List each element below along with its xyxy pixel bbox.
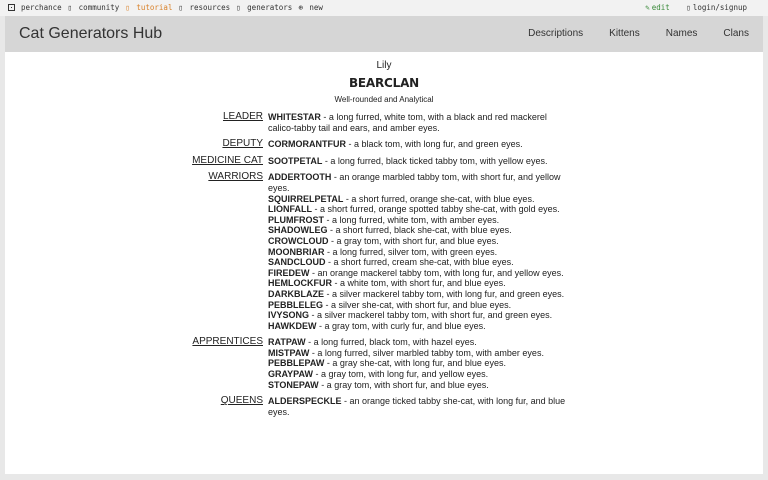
cat-name: CORMORANTFUR — [268, 139, 346, 150]
cat-description: - a short furred, black she-cat, with blue eyes. — [327, 225, 512, 236]
top-link-generators[interactable] — [236, 3, 292, 12]
site-title[interactable]: Cat Generators Hub — [19, 25, 163, 42]
cat-entry — [268, 225, 568, 236]
cat-entry — [268, 247, 568, 258]
cat-description: - a gray she-cat, with long fur, and blue eyes. — [324, 358, 506, 369]
cat-description: - a black tom, with long fur, and green eyes. — [346, 139, 523, 150]
dice-icon — [8, 4, 15, 11]
cat-description: - a silver mackerel tabby tom, with long fur, and green eyes. — [324, 288, 565, 299]
cat-entry — [268, 380, 568, 391]
cat-name: CROWCLOUD — [268, 235, 329, 246]
cat-entry — [268, 310, 568, 321]
cat-description: - a gray tom, with curly fur, and blue eyes. — [316, 320, 486, 331]
cat-name: STONEPAW — [268, 379, 319, 390]
cat-description: - a short furred, orange spotted tabby she-cat, with gold eyes. — [312, 204, 560, 215]
clan-name: BEARCLAN — [348, 76, 420, 90]
rank-label[interactable]: WARRIORS — [208, 171, 263, 183]
cat-description: - a short furred, orange she-cat, with blue eyes. — [343, 193, 535, 204]
roster-section — [5, 112, 763, 133]
cat-name: FIREDEW — [268, 267, 310, 278]
rank-label[interactable]: QUEENS — [220, 395, 263, 407]
cat-entry — [268, 348, 568, 359]
cat-entry — [268, 369, 568, 380]
people-icon: ▯ — [67, 3, 77, 12]
main-content — [5, 52, 763, 474]
pencil-icon: ✎ — [645, 3, 650, 12]
cat-entry — [268, 396, 568, 417]
cat-list — [268, 172, 568, 331]
top-link-label: community — [78, 3, 120, 12]
cat-description: - a gray tom, with short fur, and blue eyes. — [318, 379, 489, 390]
cat-name: DARKBLAZE — [268, 288, 324, 299]
roster-section — [5, 139, 763, 150]
cat-name: MOONBRIAR — [268, 246, 325, 257]
login-link[interactable] — [686, 3, 753, 12]
roster-section — [5, 172, 763, 331]
cat-name: WHITESTAR — [268, 112, 321, 122]
cat-name: SANDCLOUD — [268, 257, 326, 268]
cat-description: - a silver mackerel tabby tom, with short fur, and green eyes. — [309, 310, 553, 321]
roster-section — [5, 396, 763, 417]
cat-name: HEMLOCKFUR — [268, 278, 332, 289]
cat-entry — [268, 300, 568, 311]
cat-description: - a long furred, white tom, with amber eyes. — [324, 214, 500, 225]
cat-name: HAWKDEW — [268, 320, 317, 331]
cat-name: IVYSONG — [268, 310, 310, 321]
cat-name: PEBBLELEG — [268, 299, 324, 310]
top-link-new[interactable] — [298, 3, 323, 12]
top-link-tutorial[interactable] — [125, 3, 172, 12]
nav-kittens[interactable]: Kittens — [609, 28, 640, 39]
top-link-label: new — [309, 3, 323, 12]
cat-description: - a long furred, silver tom, with green eyes. — [324, 246, 498, 257]
top-link-label: tutorial — [136, 3, 173, 12]
cat-name: SHADOWLEG — [268, 225, 328, 236]
cat-description: - a gray tom, with short fur, and blue eyes. — [328, 235, 499, 246]
cat-entry — [268, 156, 568, 167]
grid-icon: ▯ — [236, 3, 246, 12]
roster-section — [5, 156, 763, 167]
cat-entry — [268, 278, 568, 289]
user-icon: ▯ — [686, 3, 691, 12]
cat-description: - an orange marbled tabby tom, with short fur, and yellow eyes. — [268, 172, 561, 193]
top-link-label: perchance — [21, 3, 62, 12]
cat-name: SQUIRRELPETAL — [268, 193, 344, 204]
top-link-community[interactable] — [68, 3, 120, 12]
nav-descriptions[interactable]: Descriptions — [528, 28, 584, 39]
cat-list — [268, 139, 568, 150]
cat-list — [268, 396, 568, 417]
cat-description: - a long furred, black tom, with hazel eyes. — [305, 337, 477, 348]
cat-entry — [268, 194, 568, 205]
site-header — [5, 16, 763, 52]
top-link-label: resources — [189, 3, 231, 12]
author-name: Lily — [376, 60, 392, 71]
clan-subtitle: Well-rounded and Analytical — [334, 95, 434, 104]
cat-list — [268, 337, 568, 390]
cat-list — [268, 112, 568, 133]
edit-label: edit — [651, 3, 670, 12]
cat-name: ADDERTOOTH — [268, 172, 332, 183]
top-bar-links — [8, 3, 329, 12]
cat-description: - a silver she-cat, with short fur, and blue eyes. — [323, 299, 512, 310]
cat-entry — [268, 112, 568, 133]
cat-entry — [268, 139, 568, 150]
cat-name: PLUMFROST — [268, 214, 324, 225]
cat-name: MISTPAW — [268, 347, 310, 358]
rank-label[interactable]: APPRENTICES — [192, 336, 263, 348]
top-bar — [0, 0, 768, 16]
cat-description: - a long furred, black ticked tabby tom, with yellow eyes. — [322, 155, 548, 166]
top-bar-account — [645, 3, 759, 12]
cat-description: - a white tom, with short fur, and blue eyes. — [332, 278, 506, 289]
cat-entry — [268, 257, 568, 268]
rank-label[interactable]: DEPUTY — [222, 138, 263, 150]
cat-description: - an orange mackerel tabby tom, with long fur, and yellow eyes. — [309, 267, 564, 278]
cat-entry — [268, 337, 568, 348]
cat-entry — [268, 215, 568, 226]
cat-entry — [268, 172, 568, 193]
cat-description: - a long furred, white tom, with a black and red mackerel calico-tabby tail and ears, and amber eyes. — [268, 112, 547, 133]
cat-description: - an orange ticked tabby she-cat, with long fur, and blue eyes. — [268, 396, 566, 417]
roster-section — [5, 337, 763, 390]
cat-entry — [268, 204, 568, 215]
cat-entry — [268, 289, 568, 300]
rank-label[interactable]: MEDICINE CAT — [192, 154, 263, 166]
edit-link[interactable] — [645, 3, 676, 12]
main-nav — [502, 28, 749, 39]
top-link-perchance[interactable] — [8, 3, 62, 12]
cat-list — [268, 156, 568, 167]
cat-entry — [268, 268, 568, 279]
cat-description: - a gray tom, with long fur, and yellow eyes. — [313, 369, 489, 380]
nav-names[interactable]: Names — [665, 28, 698, 39]
cat-entry — [268, 236, 568, 247]
nav-clans[interactable]: Clans — [723, 28, 749, 39]
cat-name: SOOTPETAL — [268, 155, 323, 166]
top-link-label: generators — [247, 3, 293, 12]
cat-description: - a short furred, cream she-cat, with blue eyes. — [325, 257, 514, 268]
cat-name: GRAYPAW — [268, 369, 314, 380]
login-label: login/signup — [692, 3, 747, 12]
plus-circle-icon: ⊕ — [298, 3, 308, 12]
top-link-resources[interactable] — [178, 3, 230, 12]
cat-name: RATPAW — [268, 337, 306, 348]
cat-entry — [268, 321, 568, 332]
cat-description: - a long furred, silver marbled tabby tom, with amber eyes. — [309, 347, 544, 358]
cat-name: LIONFALL — [268, 204, 312, 215]
cat-name: ALDERSPECKLE — [268, 396, 342, 407]
cat-name: PEBBLEPAW — [268, 358, 325, 369]
book-icon: ▯ — [125, 3, 135, 12]
clan-roster — [5, 112, 763, 423]
rank-label[interactable]: LEADER — [222, 111, 263, 122]
cat-entry — [268, 358, 568, 369]
book-icon: ▯ — [178, 3, 188, 12]
